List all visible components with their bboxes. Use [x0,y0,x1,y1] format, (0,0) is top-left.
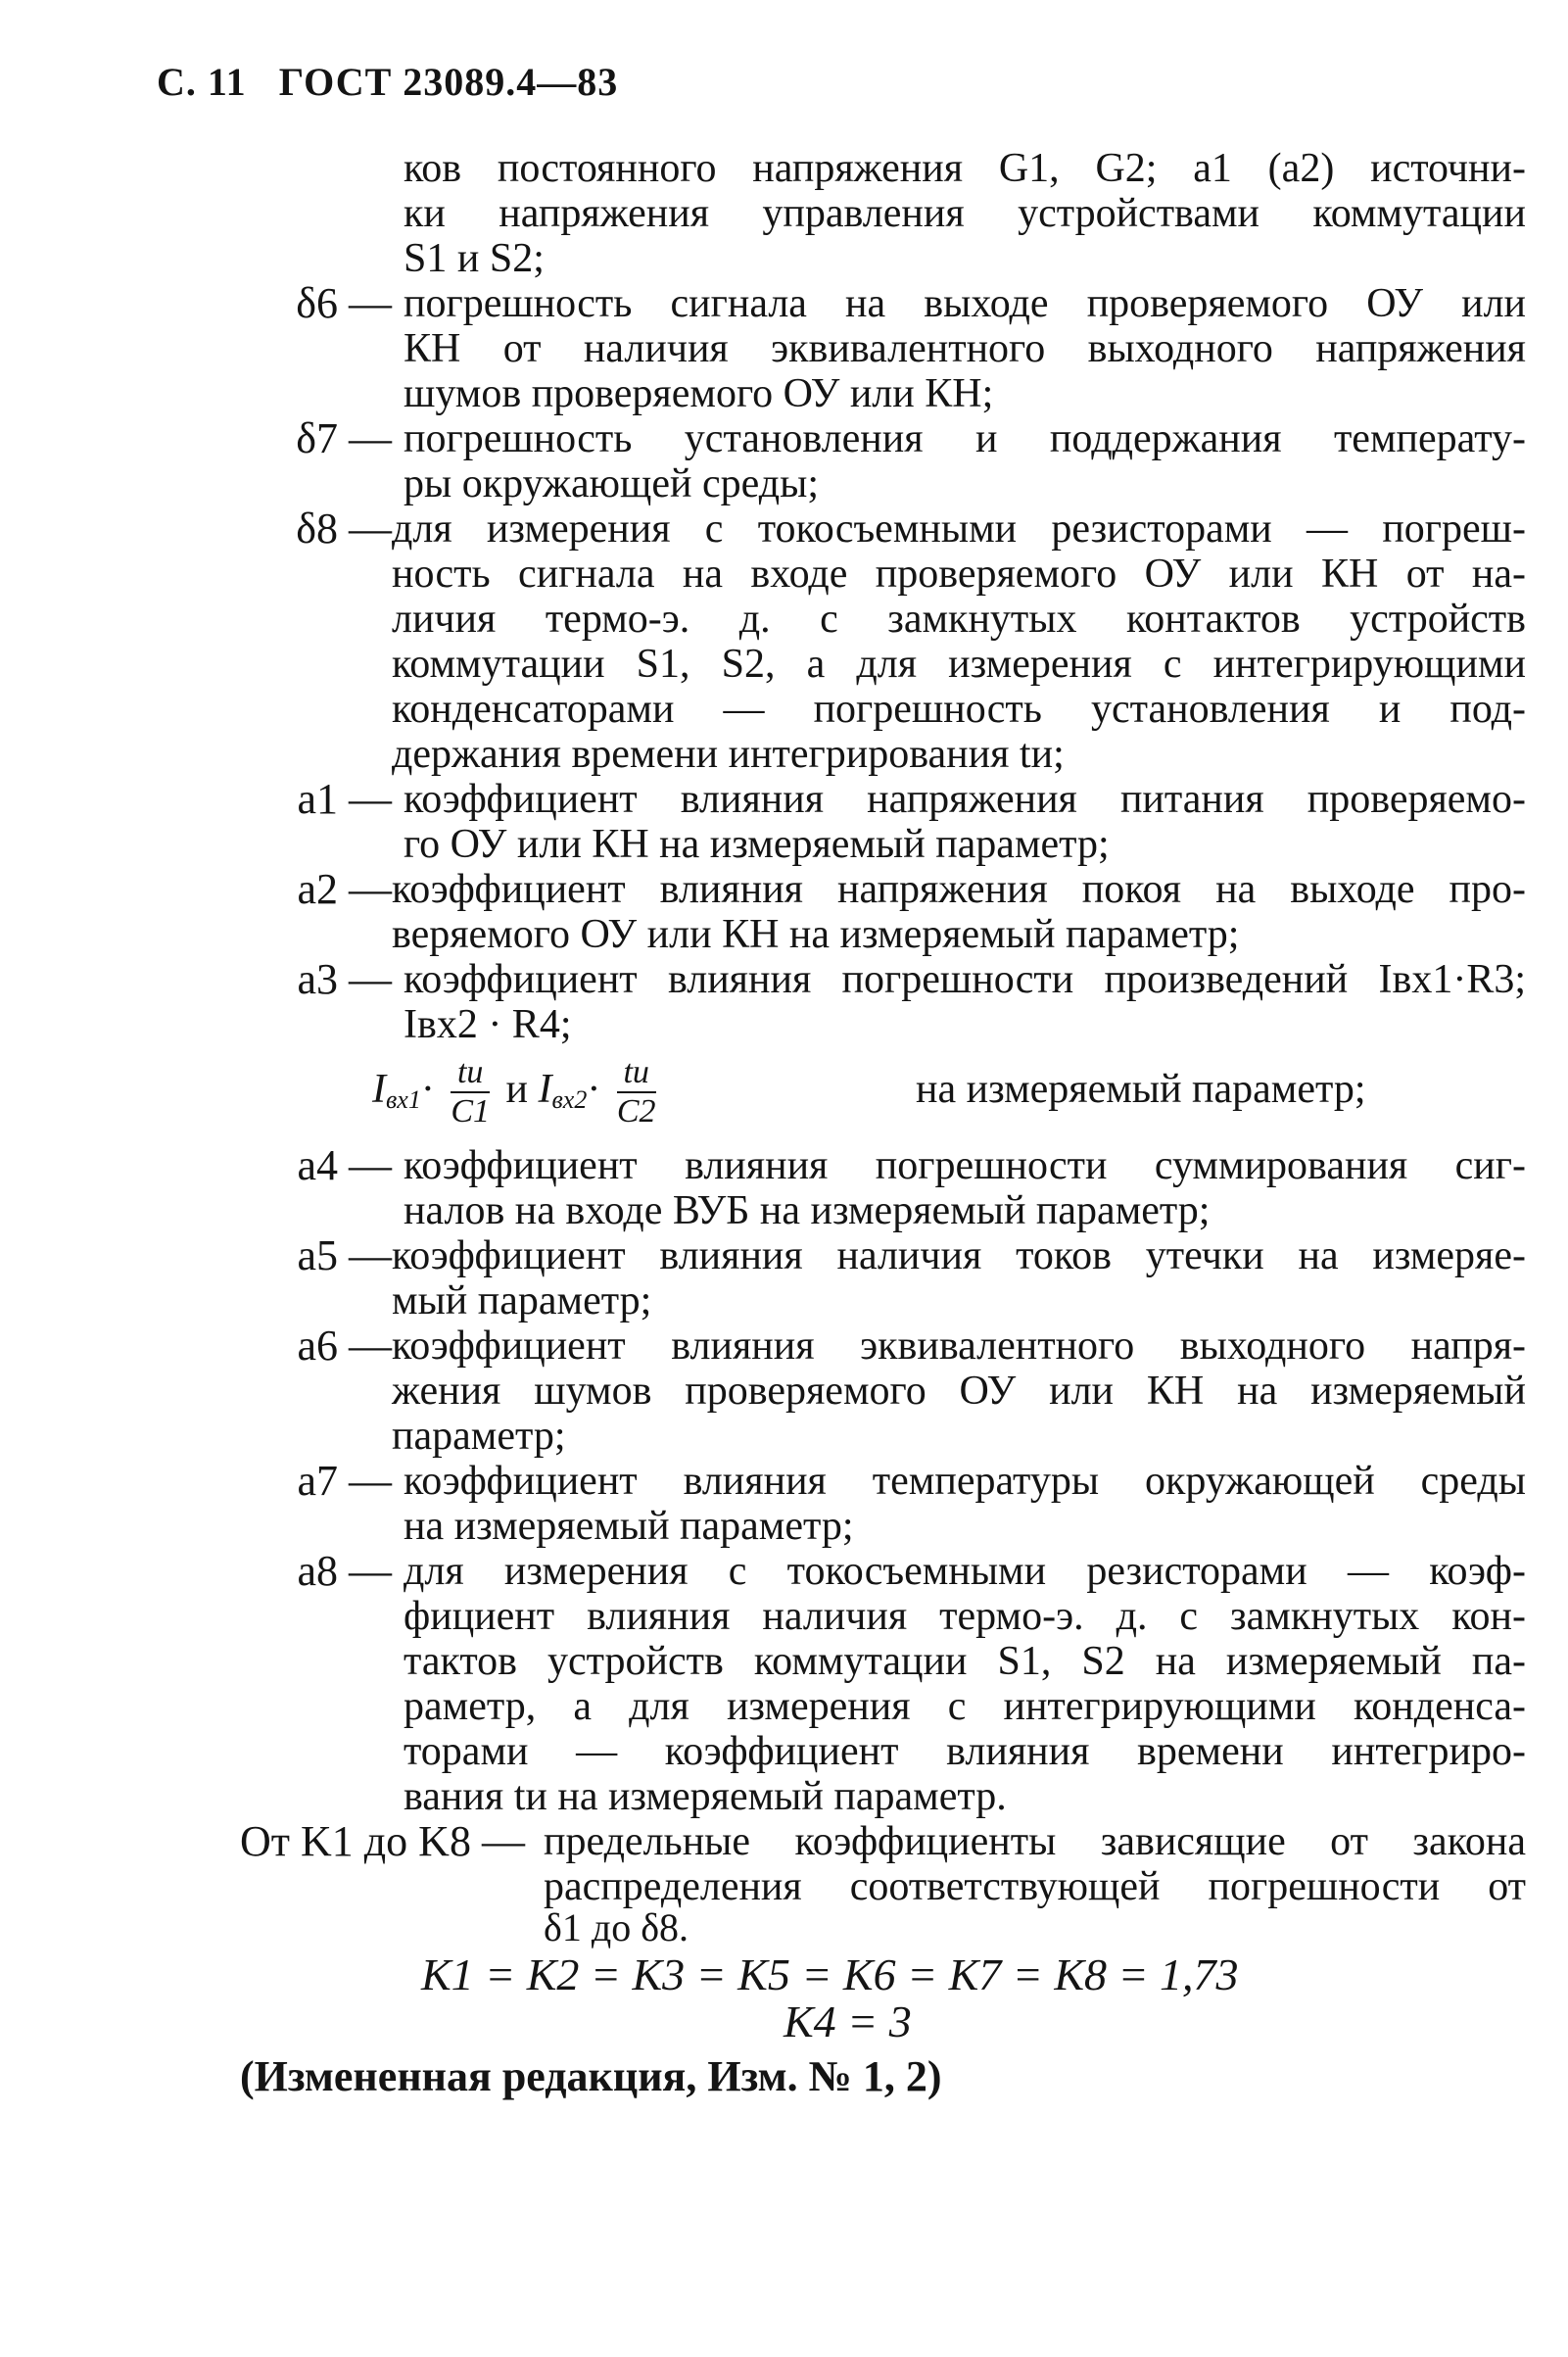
d8-line-5: конденсаторами — погрешность установления и под- [392,687,1526,732]
symbol-a8: a8 — [297,1547,392,1595]
fraction-2 [617,1054,656,1130]
d7-line-2: ры окружающей среды; [404,461,819,506]
symbol-delta7: δ7 — [296,414,392,462]
symbol-a2: a2 — [297,865,392,913]
page-number: С. 11 [157,60,247,104]
d6-line-1: погрешность сигнала на выходе проверяемого ОУ или [404,281,1526,326]
standard-id: ГОСТ 23089.4—83 [278,60,619,104]
a3-line-2: Iвх2 · R4; [404,1002,572,1047]
d8-line-6: держания времени интегрирования tи; [392,732,1065,777]
formula-i-vx1: $I_{вх1}$ [372,1067,421,1114]
a7-line-1: коэффициент влияния температуры окружающей среды [404,1459,1526,1504]
formula-conj: и [505,1067,528,1112]
a4-line-2: налов на входе ВУБ на измеряемый параметр; [404,1188,1211,1233]
intro-line-3: S1 и S2; [404,236,545,281]
a8-line-4: раметр, а для измерения с интегрирующими конденса- [404,1684,1526,1729]
k-line-3: δ1 до δ8. [544,1905,689,1949]
a5-line-1: коэффициент влияния наличия токов утечки на измеряе- [392,1233,1526,1278]
symbol-a7: a7 — [297,1457,392,1505]
a8-line-1: для измерения с токосъемными резисторами — коэф- [404,1549,1526,1594]
fraction-1 [451,1054,490,1130]
a8-line-2: фициент влияния наличия термо-э. д. с замкнутых кон- [404,1594,1526,1639]
d8-line-1: для измерения с токосъемными резисторами — погреш- [392,506,1526,552]
a2-line-1: коэффициент влияния напряжения покоя на выходе про- [392,867,1526,912]
fraction-1-num: tи [451,1054,490,1093]
a7-line-2: на измеряемый параметр; [404,1504,854,1549]
intro-line-2: ки напряжения управления устройствами коммутации [404,191,1526,236]
formula-i-vx2: $I_{вх2}$ [538,1067,588,1114]
symbol-delta8: δ8 — [296,505,392,553]
intro-line-1: ков постоянного напряжения G1, G2; a1 (a2) источни- [404,146,1526,191]
d8-line-4: коммутации S1, S2, а для измерения с интегрирующими [392,642,1526,687]
a3-formula: $I_{вх1}\cdot$ $\frac{tи}{C1}$ и $I_{вх2}\cdot$ $\frac{tи}{C2}$ [372,1054,656,1130]
a8-line-6: вания tи на измеряемый параметр. [404,1774,1007,1819]
fraction-2-num: tи [617,1054,656,1093]
d8-line-3: личия термо-э. д. с замкнутых контактов устройств [392,597,1526,642]
d8-line-2: ность сигнала на входе проверяемого ОУ или КН от на- [392,552,1526,597]
a5-line-2: мый параметр; [392,1278,652,1323]
a4-line-1: коэффициент влияния погрешности суммирования сиг- [404,1143,1526,1188]
d6-line-2: КН от наличия эквивалентного выходного напряжения [404,326,1526,371]
a3-line-1: коэффициент влияния погрешности произведений Iвх1·R3; [404,957,1526,1002]
k-line-1: предельные коэффициенты зависящие от закона [544,1819,1526,1864]
symbol-a5: a5 — [297,1231,392,1279]
a6-line-2: жения шумов проверяемого ОУ или КН на измеряемый [392,1369,1526,1414]
symbol-k-range: От K1 до K8 — [240,1817,525,1865]
fraction-2-den: C2 [616,1093,656,1130]
a6-line-1: коэффициент влияния эквивалентного выходного напря- [392,1323,1526,1369]
equation-k-values: K1 = K2 = K3 = K5 = K6 = K7 = K8 = 1,73 [421,1949,1239,1999]
d7-line-1: погрешность установления и поддержания температу- [404,416,1526,461]
fraction-1-den: C1 [451,1093,491,1130]
k-line-2: распределения соответствующей погрешности от [544,1864,1526,1909]
revision-note: (Измененная редакция, Изм. № 1, 2) [240,2052,942,2100]
d6-line-3: шумов проверяемого ОУ или КН; [404,371,994,416]
symbol-a1: a1 — [297,775,392,823]
a2-line-2: веряемого ОУ или КН на измеряемый параметр; [392,912,1240,957]
a1-line-2: го ОУ или КН на измеряемый параметр; [404,822,1110,867]
symbol-delta6: δ6 — [296,279,392,327]
equation-k4: K4 = 3 [784,1996,912,2046]
symbol-a6: a6 — [297,1322,392,1370]
symbol-a4: a4 — [297,1141,392,1189]
a1-line-1: коэффициент влияния напряжения питания проверяемо- [404,777,1526,822]
a6-line-3: параметр; [392,1414,566,1459]
a8-line-3: тактов устройств коммутации S1, S2 на измеряемый па- [404,1639,1526,1684]
a3-formula-tail: на измеряемый параметр; [916,1067,1366,1112]
a8-line-5: торами — коэффициент влияния времени интегриро- [404,1729,1526,1774]
symbol-a3: a3 — [297,955,392,1003]
page-header [157,59,618,105]
